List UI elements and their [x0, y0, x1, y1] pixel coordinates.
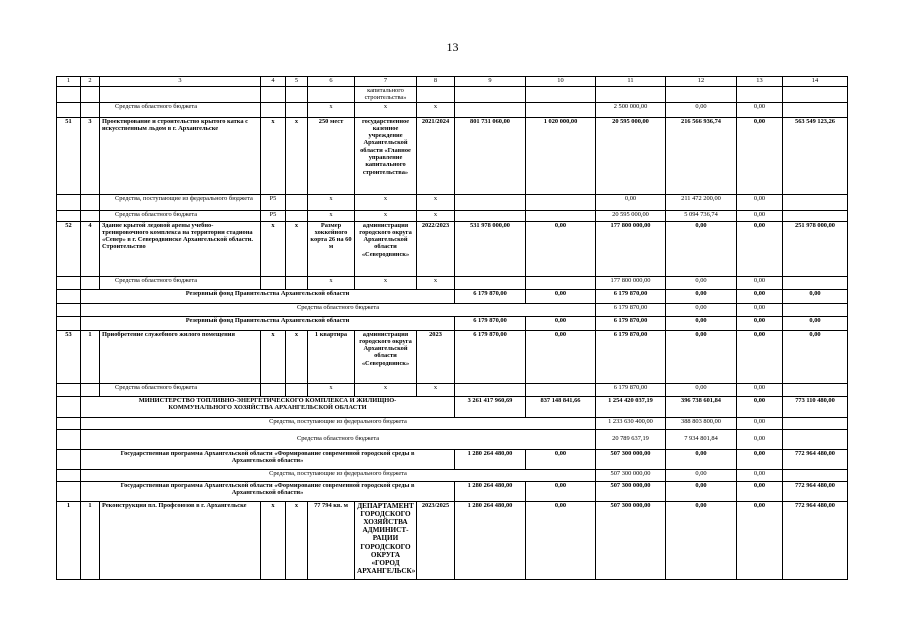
amount-cell: 0,00: [526, 501, 596, 579]
cell: [783, 417, 848, 429]
cell: [261, 276, 286, 289]
cell: [783, 429, 848, 449]
funding-source-label: Средства областного бюджета: [81, 429, 596, 449]
cell: P5: [261, 194, 286, 210]
amount-cell: 0,00: [666, 469, 737, 481]
amount-cell: 531 978 000,00: [455, 221, 526, 276]
table-row: [57, 117, 848, 194]
cell: x: [286, 221, 308, 276]
cell: [81, 210, 100, 221]
amount-cell: 0,00: [737, 481, 783, 501]
amount-cell: 0,00: [666, 221, 737, 276]
period-cell: 2022/2023: [417, 221, 455, 276]
table-row: [57, 469, 848, 481]
column-number: 1: [57, 77, 81, 87]
cell: [526, 210, 596, 221]
cell: x: [417, 210, 455, 221]
amount-cell: 0,00: [526, 316, 596, 330]
column-number: 5: [286, 77, 308, 87]
summary-label: Резервный фонд Правительства Архангельской области: [81, 316, 455, 330]
amount-cell: 6 179 870,00: [596, 289, 666, 303]
cell: x: [286, 117, 308, 194]
capacity-cell: 77 794 кв. м: [308, 501, 355, 579]
funding-source-label: Средства областного бюджета: [100, 210, 261, 221]
cell: x: [355, 276, 417, 289]
amount-cell: 0,00: [737, 303, 783, 316]
cell: [783, 276, 848, 289]
ministry-label: МИНИСТЕРСТВО ТОПЛИВНО-ЭНЕРГЕТИЧЕСКОГО КОМПЛЕКСА И ЖИЛИЩНО-КОММУНАЛЬНОГО ХОЗЯЙСТВА АРХАНГЕЛЬСКОЙ ОБЛАСТИ: [81, 396, 455, 417]
amount-cell: 0,00: [783, 289, 848, 303]
table-row: [57, 417, 848, 429]
program-row: [57, 449, 848, 469]
capacity-cell: Размер хоккейного корта 26 на 60 м: [308, 221, 355, 276]
cell: [81, 194, 100, 210]
project-name: Реконструкция пл. Профсоюзов в г. Архангельске: [100, 501, 261, 579]
cell: [417, 87, 455, 103]
amount-cell: 563 549 123,26: [783, 117, 848, 194]
amount-cell: 388 803 800,00: [666, 417, 737, 429]
amount-cell: 772 964 480,00: [783, 449, 848, 469]
amount-cell: 6 179 870,00: [455, 330, 526, 383]
project-name: Проектирование и строительство крытого катка с искусственным льдом в г. Архангельске: [100, 117, 261, 194]
amount-cell: 1 233 630 400,00: [596, 417, 666, 429]
amount-cell: 0,00: [737, 102, 783, 117]
cell: [261, 383, 286, 396]
program-label: Государственная программа Архангельской области «Формирование современной городской среды в Архангельской области»: [81, 449, 455, 469]
cell: [455, 87, 526, 103]
cell: [286, 276, 308, 289]
cell: [596, 87, 666, 103]
cell: x: [355, 102, 417, 117]
amount-cell: 0,00: [737, 276, 783, 289]
column-number: 9: [455, 77, 526, 87]
column-number: 13: [737, 77, 783, 87]
cell: x: [417, 383, 455, 396]
cell: [783, 194, 848, 210]
row-number: 51: [57, 117, 81, 194]
cell: [57, 303, 81, 316]
amount-cell: 0,00: [737, 117, 783, 194]
column-number: 6: [308, 77, 355, 87]
cell: [57, 316, 81, 330]
amount-cell: 0,00: [737, 396, 783, 417]
cell: x: [261, 117, 286, 194]
cell: x: [286, 501, 308, 579]
amount-cell: 0,00: [666, 303, 737, 316]
amount-cell: 2 500 000,00: [596, 102, 666, 117]
amount-cell: 1 254 420 037,19: [596, 396, 666, 417]
funding-source-label: Средства, поступающие из федерального бюджета: [81, 417, 596, 429]
cell: [81, 383, 100, 396]
cell: x: [417, 276, 455, 289]
amount-cell: 177 800 000,00: [596, 221, 666, 276]
amount-cell: 0,00: [666, 316, 737, 330]
cell: [526, 102, 596, 117]
cell: [455, 210, 526, 221]
cell: [286, 87, 308, 103]
amount-cell: 0,00: [666, 383, 737, 396]
cell: [455, 102, 526, 117]
cell: [57, 383, 81, 396]
row-subnumber: 1: [81, 501, 100, 579]
table-row: [57, 383, 848, 396]
amount-cell: 0,00: [737, 417, 783, 429]
cell: [455, 276, 526, 289]
funding-source-label: Средства областного бюджета: [100, 276, 261, 289]
amount-cell: 251 978 000,00: [783, 221, 848, 276]
summary-label: Резервный фонд Правительства Архангельской области: [81, 289, 455, 303]
cell: [286, 210, 308, 221]
amount-cell: 0,00: [526, 481, 596, 501]
cell: [57, 481, 81, 501]
amount-cell: 6 179 870,00: [596, 330, 666, 383]
cell: [57, 429, 81, 449]
cell: x: [261, 221, 286, 276]
cell: x: [308, 194, 355, 210]
amount-cell: 0,00: [666, 449, 737, 469]
cell: [526, 383, 596, 396]
column-number: 3: [100, 77, 261, 87]
row-number: 53: [57, 330, 81, 383]
table-row: [57, 194, 848, 210]
amount-cell: 20 789 637,19: [596, 429, 666, 449]
budget-table: [56, 76, 848, 580]
cell: x: [417, 194, 455, 210]
amount-cell: 20 595 000,00: [596, 210, 666, 221]
cell: x: [355, 194, 417, 210]
amount-cell: 837 148 841,66: [526, 396, 596, 417]
executor-cell: администрация городского округа Архангельской области «Северодвинск»: [355, 221, 417, 276]
program-row: [57, 481, 848, 501]
amount-cell: 507 300 000,00: [596, 481, 666, 501]
cell: [666, 87, 737, 103]
funding-source-label: Средства областного бюджета: [100, 383, 261, 396]
amount-cell: 211 472 200,00: [666, 194, 737, 210]
amount-cell: 0,00: [666, 289, 737, 303]
cell: [57, 87, 81, 103]
table-row: [57, 429, 848, 449]
cell: [526, 87, 596, 103]
amount-cell: 0,00: [737, 221, 783, 276]
cell: [57, 449, 81, 469]
cell: [783, 469, 848, 481]
amount-cell: 507 300 000,00: [596, 449, 666, 469]
funding-source-label: Средства, поступающие из федерального бюджета: [100, 194, 261, 210]
amount-cell: 0,00: [596, 194, 666, 210]
amount-cell: 0,00: [526, 330, 596, 383]
amount-cell: 6 179 870,00: [596, 303, 666, 316]
amount-cell: 0,00: [737, 330, 783, 383]
amount-cell: 6 179 870,00: [596, 383, 666, 396]
executor-cell: государственное казенное учреждение Архангельской области «Главное управление капитального строительства»: [355, 117, 417, 194]
column-number: 7: [355, 77, 417, 87]
column-number-row: [57, 77, 848, 87]
cell: [526, 276, 596, 289]
table-row: [57, 330, 848, 383]
amount-cell: 0,00: [526, 289, 596, 303]
row-number: 1: [57, 501, 81, 579]
amount-cell: 0,00: [737, 429, 783, 449]
amount-cell: 177 800 000,00: [596, 276, 666, 289]
cell: [783, 303, 848, 316]
amount-cell: 396 738 601,84: [666, 396, 737, 417]
amount-cell: 0,00: [526, 221, 596, 276]
amount-cell: 0,00: [737, 501, 783, 579]
amount-cell: 507 300 000,00: [596, 469, 666, 481]
row-subnumber: 4: [81, 221, 100, 276]
summary-row: [57, 316, 848, 330]
amount-cell: 1 280 264 480,00: [455, 449, 526, 469]
column-number: 10: [526, 77, 596, 87]
amount-cell: 0,00: [666, 276, 737, 289]
cell: [57, 289, 81, 303]
cell: [308, 87, 355, 103]
cell: [526, 194, 596, 210]
cell: [57, 194, 81, 210]
executor-cell: капитального строительства»: [355, 87, 417, 103]
amount-cell: 20 595 000,00: [596, 117, 666, 194]
cell: [81, 102, 100, 117]
cell: [783, 87, 848, 103]
summary-row: [57, 289, 848, 303]
amount-cell: 0,00: [666, 330, 737, 383]
cell: x: [261, 501, 286, 579]
program-label: Государственная программа Архангельской области «Формирование современной городской среды в Архангельской области»: [81, 481, 455, 501]
amount-cell: 0,00: [737, 449, 783, 469]
cell: P5: [261, 210, 286, 221]
capacity-cell: 1 квартира: [308, 330, 355, 383]
funding-source-label: Средства областного бюджета: [100, 102, 261, 117]
cell: [57, 417, 81, 429]
table-row: [57, 303, 848, 316]
cell: [261, 87, 286, 103]
cell: [100, 87, 261, 103]
cell: [81, 276, 100, 289]
cell: [286, 194, 308, 210]
amount-cell: 3 261 417 960,69: [455, 396, 526, 417]
cell: x: [286, 330, 308, 383]
column-number: 2: [81, 77, 100, 87]
cell: x: [308, 210, 355, 221]
amount-cell: 0,00: [526, 449, 596, 469]
cell: [783, 210, 848, 221]
amount-cell: 216 566 936,74: [666, 117, 737, 194]
cell: x: [261, 330, 286, 383]
funding-source-label: Средства областного бюджета: [81, 303, 596, 316]
amount-cell: 0,00: [666, 501, 737, 579]
cell: x: [308, 276, 355, 289]
amount-cell: 0,00: [737, 289, 783, 303]
cell: [57, 276, 81, 289]
cell: [783, 383, 848, 396]
amount-cell: 0,00: [737, 210, 783, 221]
cell: [286, 102, 308, 117]
cell: [57, 210, 81, 221]
amount-cell: 5 094 736,74: [666, 210, 737, 221]
amount-cell: 1 280 264 480,00: [455, 501, 526, 579]
cell: [81, 87, 100, 103]
amount-cell: 772 964 480,00: [783, 501, 848, 579]
cell: [783, 102, 848, 117]
table-row: [57, 221, 848, 276]
table-row: [57, 210, 848, 221]
table-row: [57, 102, 848, 117]
cell: x: [355, 383, 417, 396]
cell: x: [417, 102, 455, 117]
cell: [455, 383, 526, 396]
project-name: Приобретение служебного жилого помещения: [100, 330, 261, 383]
amount-cell: 801 731 060,00: [455, 117, 526, 194]
cell: x: [308, 102, 355, 117]
cell: [261, 102, 286, 117]
amount-cell: 773 110 480,00: [783, 396, 848, 417]
funding-source-label: Средства, поступающие из федерального бюджета: [81, 469, 596, 481]
cell: [57, 396, 81, 417]
cell: x: [308, 383, 355, 396]
capacity-cell: 250 мест: [308, 117, 355, 194]
amount-cell: 0,00: [737, 194, 783, 210]
amount-cell: 6 179 870,00: [455, 289, 526, 303]
period-cell: 2023/2025: [417, 501, 455, 579]
executor-cell: администрация городского округа Архангельской области «Северодвинск»: [355, 330, 417, 383]
executor-cell: ДЕПАРТАМЕНТ ГОРОДСКОГО ХОЗЯЙСТВА АДМИНИСТ-РАЦИИ ГОРОДСКОГО ОКРУГА «ГОРОД АРХАНГЕЛЬСК»: [355, 501, 417, 579]
row-number: 52: [57, 221, 81, 276]
amount-cell: 0,00: [783, 330, 848, 383]
project-name: Здание крытой ледовой арены учебно-тренировочного комплекса на территории стадиона «Север» в г. Северодвинске Архангельской области. Строительство: [100, 221, 261, 276]
amount-cell: 507 300 000,00: [596, 501, 666, 579]
table-row: [57, 501, 848, 579]
cell: [57, 102, 81, 117]
table-row: [57, 87, 848, 103]
table-row: [57, 276, 848, 289]
amount-cell: 1 280 264 480,00: [455, 481, 526, 501]
amount-cell: 0,00: [737, 469, 783, 481]
column-number: 12: [666, 77, 737, 87]
amount-cell: 772 964 480,00: [783, 481, 848, 501]
amount-cell: 0,00: [666, 481, 737, 501]
column-number: 8: [417, 77, 455, 87]
amount-cell: 0,00: [737, 316, 783, 330]
amount-cell: 6 179 870,00: [455, 316, 526, 330]
page-number: 13: [446, 40, 459, 54]
cell: [737, 87, 783, 103]
amount-cell: 6 179 870,00: [596, 316, 666, 330]
cell: [286, 383, 308, 396]
cell: [57, 469, 81, 481]
period-cell: 2023: [417, 330, 455, 383]
amount-cell: 7 934 801,84: [666, 429, 737, 449]
period-cell: 2021/2024: [417, 117, 455, 194]
amount-cell: 1 020 000,00: [526, 117, 596, 194]
amount-cell: 0,00: [737, 383, 783, 396]
row-subnumber: 1: [81, 330, 100, 383]
column-number: 11: [596, 77, 666, 87]
amount-cell: 0,00: [666, 102, 737, 117]
cell: [455, 194, 526, 210]
ministry-row: [57, 396, 848, 417]
cell: x: [355, 210, 417, 221]
amount-cell: 0,00: [783, 316, 848, 330]
column-number: 4: [261, 77, 286, 87]
row-subnumber: 3: [81, 117, 100, 194]
column-number: 14: [783, 77, 848, 87]
